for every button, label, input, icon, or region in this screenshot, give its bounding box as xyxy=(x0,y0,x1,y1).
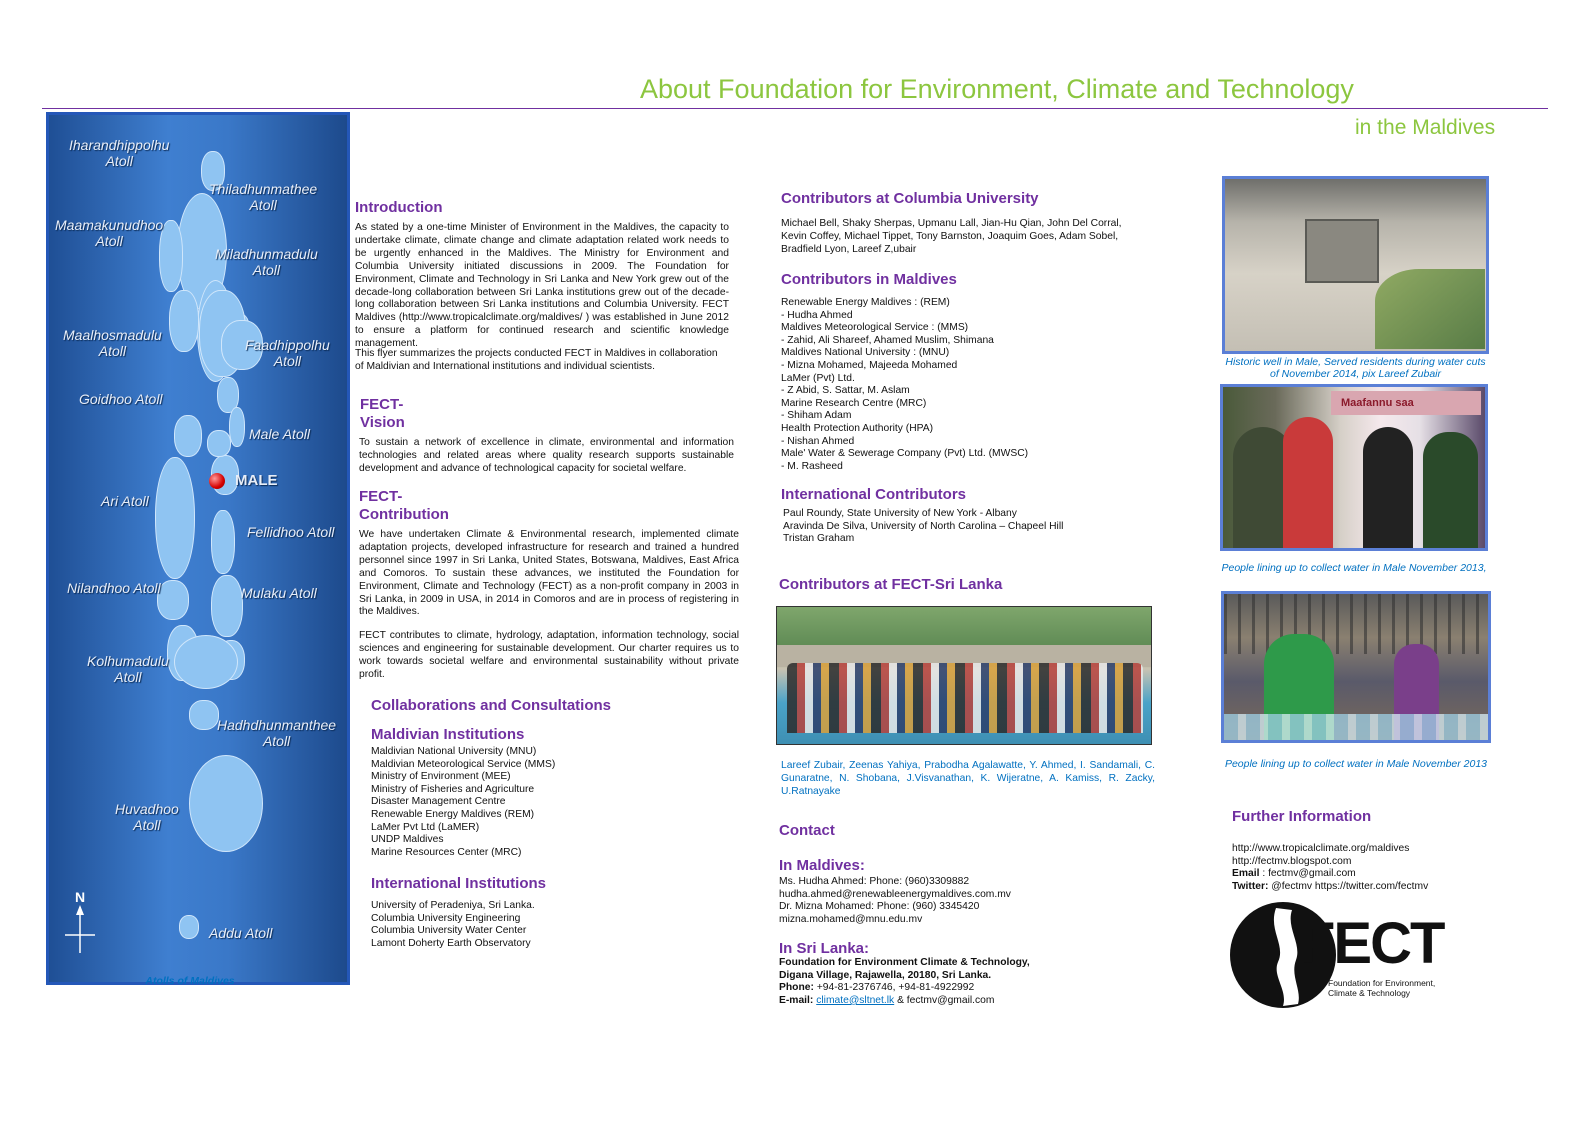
list-item: Marine Resources Center (MRC) xyxy=(371,846,522,858)
map-caption: Atolls of Maldives xyxy=(145,975,235,987)
label-male-atoll: Male Atoll xyxy=(249,426,310,442)
atoll-shape xyxy=(189,700,219,730)
list-item: Paul Roundy, State University of New York - Albany xyxy=(783,508,1017,519)
list-item: - M. Rasheed xyxy=(781,460,843,472)
list-item: Dr. Mizna Mohamed: Phone: (960) 3345420 xyxy=(779,901,980,913)
list-item: Maldives Meteorological Service : (MMS) xyxy=(781,322,969,334)
label-hadhdhunmathee: Hadhdhunmanthee Atoll xyxy=(217,717,337,749)
contribution-text-2: FECT contributes to climate, hydrology, adaptation, information technology, social sciences and engineering for sustainable development. Our charter requires us to work towards societal welfare and environmental sustainability without private profit. xyxy=(359,630,739,680)
well-caption: Historic well in Male, Served residents during water cuts of November 2014, pix Lareef Zubair xyxy=(1225,356,1486,380)
list-item: - Zahid, Ali Shareef, Ahamed Muslim, Shimana xyxy=(781,334,994,346)
intro-text: As stated by a one-time Minister of Environment in the Maldives, the capacity to undertake climate, climate change and climate adaptation related work needs to be urgently enhanced in the Maldives. The Ministry for Environment and Columbia University initiated discussions in 2009. The Foundation for Environment, Climate and Technology in Sri Lanka and New York grew out of the decade-long collaboration between Sri Lanka institutions grew out of the decade-long collaboration between Sri Lanka institutions and Columbia University. FECT Maldives (http://www.tropicalclimate.org/maldives/ ) was established in June 2012 to ensure a platform for continued research and scientific knowledge management. xyxy=(355,222,729,350)
well-photo xyxy=(1222,176,1489,354)
atoll-shape xyxy=(207,430,231,457)
atoll-shape xyxy=(179,915,199,939)
list-item: Columbia University Water Center xyxy=(371,925,527,937)
contact-srilanka-heading: In Sri Lanka: xyxy=(779,940,870,957)
label-faadhippolhu: Faadhippolhu Atoll xyxy=(245,337,330,369)
list-item: Health Protection Authority (HPA) xyxy=(781,422,934,434)
queue-photo-1: Maafannu saa xyxy=(1220,384,1488,551)
list-item[interactable]: mizna.mohamed@mnu.edu.mv xyxy=(779,913,923,925)
email-link[interactable]: climate@sltnet.lk xyxy=(816,994,895,1006)
page-title: About Foundation for Environment, Climate and Technology xyxy=(640,74,1354,104)
label-ari: Ari Atoll xyxy=(101,493,149,509)
label-mulaku: Mulaku Atoll xyxy=(241,585,317,601)
list-item: Ministry of Environment (MEE) xyxy=(371,771,511,783)
list-item: Maldives National University : (MNU) xyxy=(781,347,950,359)
list-item: - Mizna Mohamed, Majeeda Mohamed xyxy=(781,359,958,371)
further-email: Email : fectmv@gmail.com xyxy=(1232,868,1356,880)
further-info-heading: Further Information xyxy=(1232,808,1372,825)
label-thiladhunmathee: Thiladhunmathee Atoll xyxy=(209,181,318,213)
atoll-shape xyxy=(174,635,238,689)
label-male: MALE xyxy=(235,472,278,489)
list-item: Maldivian Meteorological Service (MMS) xyxy=(371,758,556,770)
list-item: - Nishan Ahmed xyxy=(781,435,855,447)
maldivian-institutions-list xyxy=(371,746,555,859)
label-iharandhippolhu: Iharandhippolhu Atoll xyxy=(69,137,170,169)
columbia-heading: Contributors at Columbia University xyxy=(781,190,1039,207)
list-item: Ministry of Fisheries and Agriculture xyxy=(371,783,535,795)
collab-heading: Collaborations and Consultations xyxy=(371,697,612,714)
list-item: LaMer Pvt Ltd (LaMER) xyxy=(371,821,480,833)
list-item: - Z Abid, S. Sattar, M. Aslam xyxy=(781,385,910,397)
vision-text: To sustain a network of excellence in climate, environmental and information technologies and related areas where quality research supports sustainable development and advance of technological capacity for societal welfare. xyxy=(359,437,734,474)
atoll-shape xyxy=(211,575,243,637)
further-twitter: Twitter: @fectmv https://twitter.com/fectmv xyxy=(1232,880,1429,892)
list-item: Columbia University Engineering xyxy=(371,912,521,924)
label-huvadhoo: Huvadhoo Atoll xyxy=(115,801,179,833)
srilanka-contributors-heading: Contributors at FECT-Sri Lanka xyxy=(779,576,1003,593)
contribution-text: We have undertaken Climate & Environmental research, implemented climate adaptation projects, developed infrastructure for research and trained a hundred personnel since 1997 in Sri Lanka, United States, Botswana, Maldives, East Africa and Comoros. To sustain these advances, we instituted the Foundation for Environment, Climate and Technology (FECT) as a non-profit company in 2003 in Sri Lanka, in 2009 in USA, in 2014 in Comoros and are in process of registering in the Maldives. xyxy=(359,529,739,618)
maldives-contributors-list xyxy=(781,297,1028,473)
label-kolhumadulu: Kolhumadulu Atoll xyxy=(87,653,169,685)
contact-email: E-mail: climate@sltnet.lk & fectmv@gmail.com xyxy=(779,994,995,1006)
list-item: - Shiham Adam xyxy=(781,410,852,422)
list-item[interactable]: hudha.ahmed@renewableenergymaldives.com.mv xyxy=(779,888,1011,900)
contact-srilanka-list xyxy=(779,957,1030,1007)
group-photo xyxy=(776,606,1152,745)
compass-icon: N xyxy=(63,889,97,959)
list-item: Maldivian National University (MNU) xyxy=(371,746,537,757)
maldives-map xyxy=(46,112,350,985)
queue-photo-2 xyxy=(1221,591,1491,743)
contact-phone: Phone: +94-81-2376746, +94-81-4922992 xyxy=(779,982,975,994)
list-item: Marine Research Centre (MRC) xyxy=(781,397,927,409)
international-institutions-heading: International Institutions xyxy=(371,875,546,892)
international-contributors-list xyxy=(783,508,1063,546)
list-item: Disaster Management Centre xyxy=(371,796,506,808)
label-addu: Addu Atoll xyxy=(209,925,273,941)
list-item: Ms. Hudha Ahmed: Phone: (960)3309882 xyxy=(779,876,970,887)
list-item: - Hudha Ahmed xyxy=(781,309,853,321)
list-item: Male' Water & Sewerage Company (Pvt) Ltd. (MWSC) xyxy=(781,448,1029,460)
contact-maldives-list xyxy=(779,876,1011,926)
list-item: UNDP Maldives xyxy=(371,834,444,846)
page-subtitle: in the Maldives xyxy=(1355,116,1496,139)
international-contributors-heading: International Contributors xyxy=(781,486,966,503)
label-miladhunmadulu: Miladhunmadulu Atoll xyxy=(215,246,318,278)
international-institutions-list xyxy=(371,900,535,950)
label-maalhosmadulu: Maalhosmadulu Atoll xyxy=(63,327,162,359)
label-maamakunudhoo: Maamakunudhoo Atoll xyxy=(55,217,164,249)
atoll-shape xyxy=(229,407,245,447)
list-item: Renewable Energy Maldives (REM) xyxy=(371,808,535,820)
atoll-shape xyxy=(211,510,235,574)
queue2-caption: People lining up to collect water in Male November 2013 xyxy=(1224,758,1488,770)
label-nilandhoo: Nilandhoo Atoll xyxy=(67,580,161,596)
contact-heading: Contact xyxy=(779,822,835,839)
list-item: LaMer (Pvt) Ltd. xyxy=(781,372,855,384)
further-info-list xyxy=(1232,843,1428,893)
label-goidhoo: Goidhoo Atoll xyxy=(79,391,163,407)
website-link[interactable]: http://www.tropicalclimate.org/maldives xyxy=(1232,843,1410,854)
list-item: Aravinda De Silva, University of North Carolina – Chapeel Hill xyxy=(783,520,1064,532)
list-item: Digana Village, Rajawella, 20180, Sri Lanka. xyxy=(779,969,992,981)
atoll-shape xyxy=(169,290,199,352)
label-fellidhoo: Fellidhoo Atoll xyxy=(247,524,335,540)
contact-maldives-heading: In Maldives: xyxy=(779,857,865,874)
list-item: Lamont Doherty Earth Observatory xyxy=(371,937,531,949)
atoll-shape xyxy=(174,415,202,457)
list-item: University of Peradeniya, Sri Lanka. xyxy=(371,900,535,911)
vision-heading: FECT- Vision xyxy=(360,396,405,431)
intro-text-2: This flyer summarizes the projects conducted FECT in Maldives in collaboration of Maldivian and International institutions and individual scientists. xyxy=(355,348,718,372)
sign-text: Maafannu xyxy=(1341,397,1393,409)
atoll-shape xyxy=(155,457,195,579)
male-marker xyxy=(209,473,225,489)
list-item: Renewable Energy Maldives : (REM) xyxy=(781,297,950,308)
maldives-contributors-heading: Contributors in Maldives xyxy=(781,271,957,288)
title-divider xyxy=(42,108,1548,109)
atoll-shape xyxy=(157,580,189,620)
columbia-text: Michael Bell, Shaky Sherpas, Upmanu Lall, Jian-Hu Qian, John Del Corral, Kevin Coffey, Michael Tippet, Tony Barnston, Joaquim Goes, Adam Sobel, Bradfield Lyon, Lareef Z,ubair xyxy=(781,218,1122,255)
list-item: Tristan Graham xyxy=(783,533,855,545)
maldivian-institutions-heading: Maldivian Institutions xyxy=(371,726,525,743)
intro-heading: Introduction xyxy=(355,199,443,216)
srilanka-names: Lareef Zubair, Zeenas Yahiya, Prabodha Agalawatte, Y. Ahmed, I. Sandamali, C. Gunaratne, N. Shobana, J.Visvanathan, K. Wijeratne, A. Kamiss, R. Zacky, U.Ratnayake xyxy=(781,760,1155,797)
fect-logo: FECT Foundation for Environment, Climate & Technology xyxy=(1228,900,1448,1010)
blog-link[interactable]: http://fectmv.blogspot.com xyxy=(1232,855,1352,867)
contribution-heading: FECT- Contribution xyxy=(359,488,449,523)
list-item: Foundation for Environment Climate & Technology, xyxy=(779,957,1030,968)
atoll-shape xyxy=(189,755,263,852)
queue1-caption: People lining up to collect water in Male November 2013, xyxy=(1221,562,1487,574)
